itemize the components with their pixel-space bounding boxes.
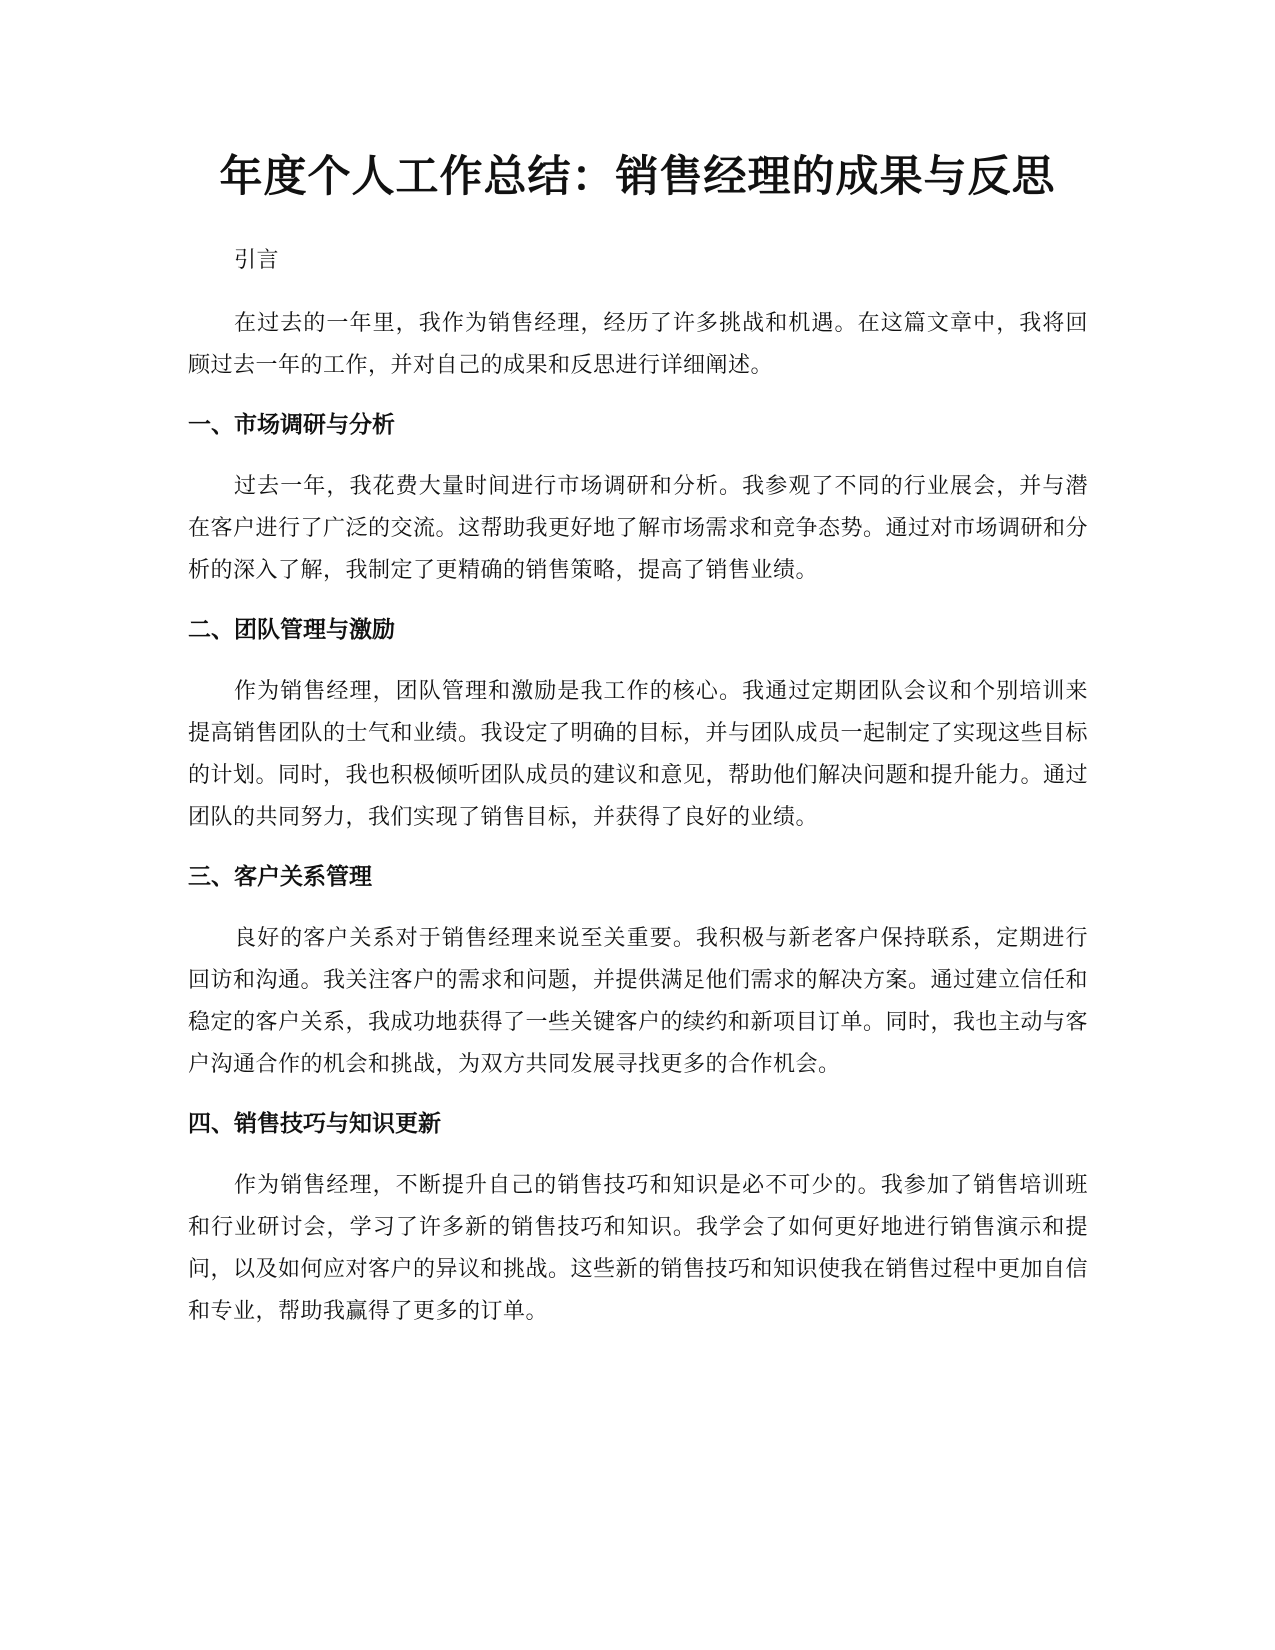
section-heading-sales-skills: 四、销售技巧与知识更新 <box>188 1111 441 1137</box>
section-paragraph-sales-skills: 作为销售经理，不断提升自己的销售技巧和知识是必不可少的。我参加了销售培训班和行业研讨会，学习了许多新的销售技巧和知识。我学会了如何更好地进行销售演示和提问，以及如何应对客户的异议和挑战。这些新的销售技巧和知识使我在销售过程中更加自信和专业，帮助我赢得了更多的订单。 <box>188 1173 1089 1324</box>
intro-paragraph: 在过去的一年里，我作为销售经理，经历了许多挑战和机遇。在这篇文章中，我将回顾过去一年的工作，并对自己的成果和反思进行详细阐述。 <box>188 311 1088 378</box>
intro-label: 引言 <box>234 248 280 273</box>
page-title: 年度个人工作总结：销售经理的成果与反思 <box>219 152 1056 202</box>
section-paragraph-customer-relations: 良好的客户关系对于销售经理来说至关重要。我积极与新老客户保持联系，定期进行回访和沟通。我关注客户的需求和问题，并提供满足他们需求的解决方案。通过建立信任和稳定的客户关系，我成功地获得了一些关键客户的续约和新项目订单。同时，我也主动与客户沟通合作的机会和挑战，为双方共同发展寻找更多的合作机会。 <box>188 926 1089 1077</box>
section-paragraph-team-management: 作为销售经理，团队管理和激励是我工作的核心。我通过定期团队会议和个别培训来提高销售团队的士气和业绩。我设定了明确的目标，并与团队成员一起制定了实现这些目标的计划。同时，我也积极倾听团队成员的建议和意见，帮助他们解决问题和提升能力。通过团队的共同努力，我们实现了销售目标，并获得了良好的业绩。 <box>188 679 1089 830</box>
section-heading-customer-relations: 三、客户关系管理 <box>188 864 372 890</box>
section-heading-team-management: 二、团队管理与激励 <box>188 617 395 643</box>
document-body <box>188 240 1088 1354</box>
section-heading-market-research: 一、市场调研与分析 <box>188 412 395 438</box>
section-paragraph-market-research: 过去一年，我花费大量时间进行市场调研和分析。我参观了不同的行业展会，并与潜在客户进行了广泛的交流。这帮助我更好地了解市场需求和竞争态势。通过对市场调研和分析的深入了解，我制定了更精确的销售策略，提高了销售业绩。 <box>188 474 1089 583</box>
